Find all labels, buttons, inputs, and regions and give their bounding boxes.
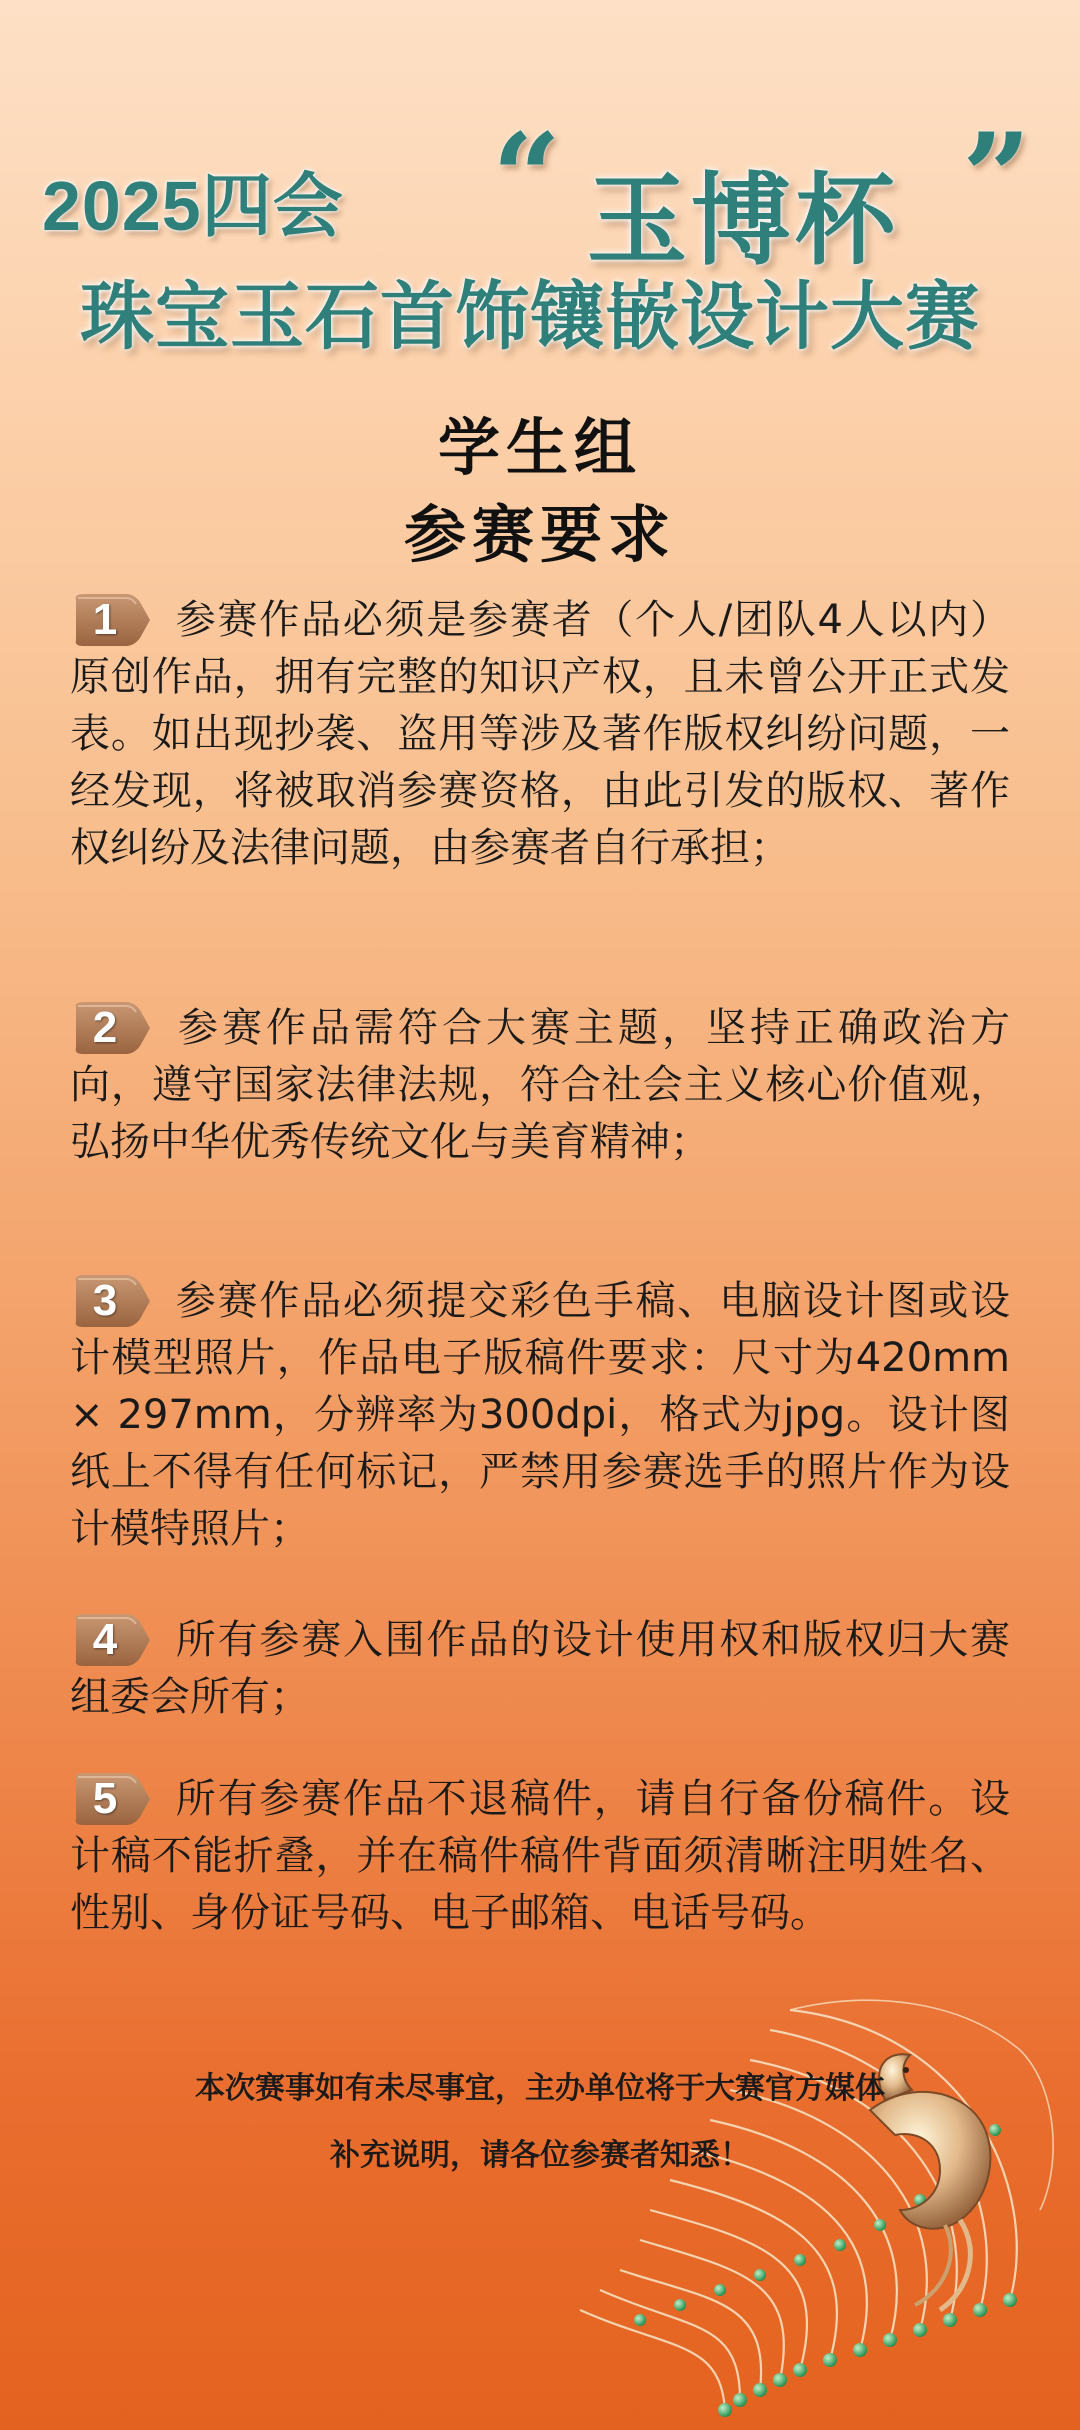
requirement-item-3 [70, 1273, 1010, 1558]
footer-note-line-1: 本次赛事如有未尽事宜，主办单位将于大赛官方媒体 [195, 2071, 885, 2106]
badge-number: 3 [92, 1276, 118, 1325]
phoenix-ornament-icon [540, 1970, 1080, 2430]
badge-number: 5 [92, 1774, 118, 1823]
numbered-badge-icon [70, 1612, 152, 1668]
requirement-text: 所有参赛作品不退稿件，请自行备份稿件。设计稿不能折叠，并在稿件稿件背面须清晰注明姓名、性别、身份证号码、电子邮箱、电话号码。 [70, 1776, 1010, 1936]
badge-number: 1 [92, 595, 118, 644]
title-line-1 [42, 107, 1042, 279]
requirement-text: 参赛作品必须是参赛者（个人/团队4人以内）原创作品，拥有完整的知识产权，且未曾公开正式发表。如出现抄袭、盗用等涉及著作版权纠纷问题，一经发现，将被取消参赛资格，由此引发的版权、著作权纠纷及法律问题，由参赛者自行承担； [70, 597, 1010, 871]
numbered-badge-icon [70, 592, 152, 648]
subtitle-group: 学生组 [437, 411, 642, 484]
requirement-text: 参赛作品必须提交彩色手稿、电脑设计图或设计模型照片，作品电子版稿件要求：尺寸为420mm × 297mm，分辨率为300dpi，格式为jpg。设计图纸上不得有任何标记，严禁用参赛选手的照片作为设计模特照片； [70, 1278, 1010, 1552]
numbered-badge-icon [70, 1273, 152, 1329]
badge-number: 4 [92, 1615, 118, 1664]
subtitle-heading: 参赛要求 [403, 498, 676, 571]
title-competition-name: 珠宝玉石首饰镶嵌设计大赛 [80, 274, 980, 360]
numbered-badge-icon [70, 1771, 152, 1827]
title-cup-name: 玉博杯 [587, 162, 899, 279]
numbered-badge-icon [70, 1000, 152, 1056]
footer-note-line-2: 补充说明，请各位参赛者知悉！ [330, 2138, 750, 2173]
requirement-item-2 [70, 1000, 1010, 1171]
quote-close: ” [962, 107, 1032, 248]
quote-open: “ [492, 107, 562, 248]
requirement-item-5 [70, 1771, 1010, 1942]
requirement-item-4 [70, 1612, 1010, 1726]
requirement-item-1 [70, 592, 1010, 877]
badge-number: 2 [92, 1003, 118, 1052]
requirement-text: 参赛作品需符合大赛主题，坚持正确政治方向，遵守国家法律法规，符合社会主义核心价值观，弘扬中华优秀传统文化与美育精神； [70, 1005, 1010, 1165]
requirement-text: 所有参赛入围作品的设计使用权和版权归大赛组委会所有； [70, 1617, 1010, 1720]
title-year-location: 2025四会 [42, 167, 344, 245]
